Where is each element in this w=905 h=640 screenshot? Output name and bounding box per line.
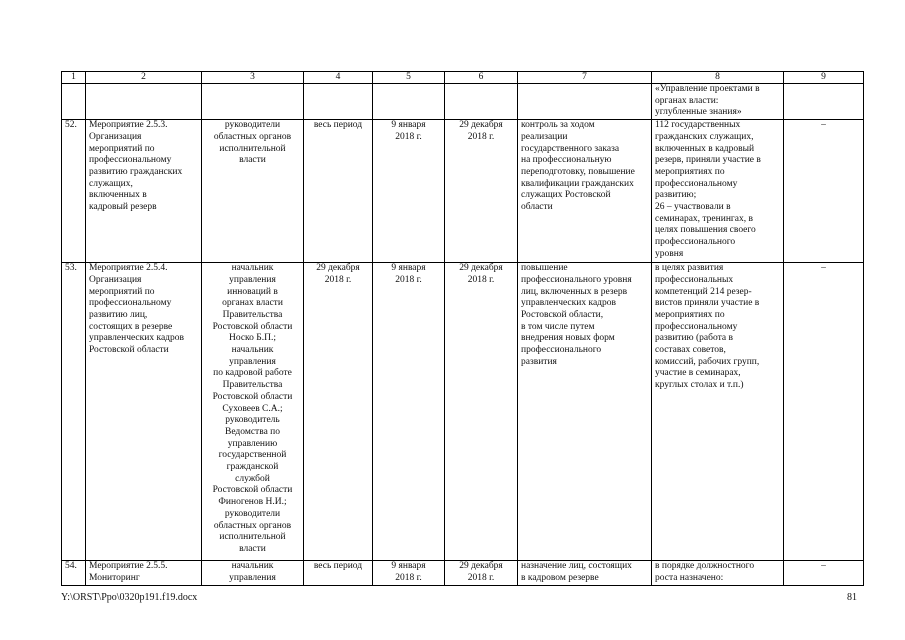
plan-date-cell: 9 января 2018 г.: [373, 263, 445, 561]
header-cell: 6: [445, 72, 518, 84]
start-date-cell: весь период: [304, 120, 373, 263]
completion-cell: 112 государственных гражданских служащих, включенных в кадровый резерв, приняли участие в мероприятиях по профессиональному развитию; 26 – участвовали в семинарах, тренингах, в целях повышения своего профессионального уровня: [652, 120, 784, 263]
completion-cell: «Управление проектами в органах власти: углубленные знания»: [652, 84, 784, 120]
header-row: [62, 72, 864, 84]
header-cell: 1: [62, 72, 86, 84]
completion-cell: в порядке должностного роста назначено:: [652, 561, 784, 586]
header-cell: 4: [304, 72, 373, 84]
result-cell: назначение лиц, состоящих в кадровом резерве: [518, 561, 652, 586]
executor-cell: руководители областных органов исполнительной власти: [202, 120, 304, 263]
fact-date-cell: [445, 84, 518, 120]
start-date-cell: весь период: [304, 561, 373, 586]
note-cell: [784, 84, 864, 120]
executor-cell: начальник управления инноваций в органах власти Правительства Ростовской области Носко Б.П.; начальник управления по кадровой работе Правительства Ростовской области Суховеев С.А.; руководитель Ведомства по управлению государственной гражданской службой Ростовской области Финогенов Н.И.; руководители областных органов исполнительной власти: [202, 263, 304, 561]
row-number: 53.: [62, 263, 86, 561]
table-row: [62, 120, 864, 263]
plan-date-cell: 9 января 2018 г.: [373, 561, 445, 586]
header-cell: 7: [518, 72, 652, 84]
executor-cell: [202, 84, 304, 120]
result-cell: контроль за ходом реализации государственного заказа на профессиональную переподготовку, повышение квалификации гражданских служащих Ростовской области: [518, 120, 652, 263]
result-cell: [518, 84, 652, 120]
header-cell: 8: [652, 72, 784, 84]
header-cell: 5: [373, 72, 445, 84]
fact-date-cell: 29 декабря 2018 г.: [445, 263, 518, 561]
file-path: Y:\ORST\Ppo\0320p191.f19.docx: [61, 592, 198, 603]
header-cell: 2: [86, 72, 202, 84]
start-date-cell: [304, 84, 373, 120]
plan-date-cell: [373, 84, 445, 120]
note-cell: –: [784, 263, 864, 561]
report-table: [61, 71, 864, 586]
fact-date-cell: 29 декабря 2018 г.: [445, 561, 518, 586]
row-number: 54.: [62, 561, 86, 586]
row-number: 52.: [62, 120, 86, 263]
start-date-cell: 29 декабря 2018 г.: [304, 263, 373, 561]
executor-cell: начальник управления: [202, 561, 304, 586]
note-cell: –: [784, 561, 864, 586]
table-row: [62, 84, 864, 120]
completion-cell: в целях развития профессиональных компетенций 214 резер- вистов приняли участие в мероприятиях по профессиональному развитию (работа в составах советов, комиссий, рабочих групп, участие в семинарах, круглых столах и т.п.): [652, 263, 784, 561]
event-cell: Мероприятие 2.5.5. Мониторинг: [86, 561, 202, 586]
result-cell: повышение профессионального уровня лиц, включенных в резерв управленческих кадров Ростовской области, в том числе путем внедрения новых форм профессионального развития: [518, 263, 652, 561]
plan-date-cell: 9 января 2018 г.: [373, 120, 445, 263]
table-row: [62, 263, 864, 561]
event-cell: [86, 84, 202, 120]
header-cell: 3: [202, 72, 304, 84]
row-number: [62, 84, 86, 120]
page-number: 81: [847, 592, 857, 603]
event-cell: Мероприятие 2.5.3. Организация мероприятий по профессиональному развитию гражданских служащих, включенных в кадровый резерв: [86, 120, 202, 263]
event-cell: Мероприятие 2.5.4. Организация мероприятий по профессиональному развитию лиц, состоящих в резерве управленческих кадров Ростовской области: [86, 263, 202, 561]
fact-date-cell: 29 декабря 2018 г.: [445, 120, 518, 263]
header-cell: 9: [784, 72, 864, 84]
table-row: [62, 561, 864, 586]
note-cell: –: [784, 120, 864, 263]
